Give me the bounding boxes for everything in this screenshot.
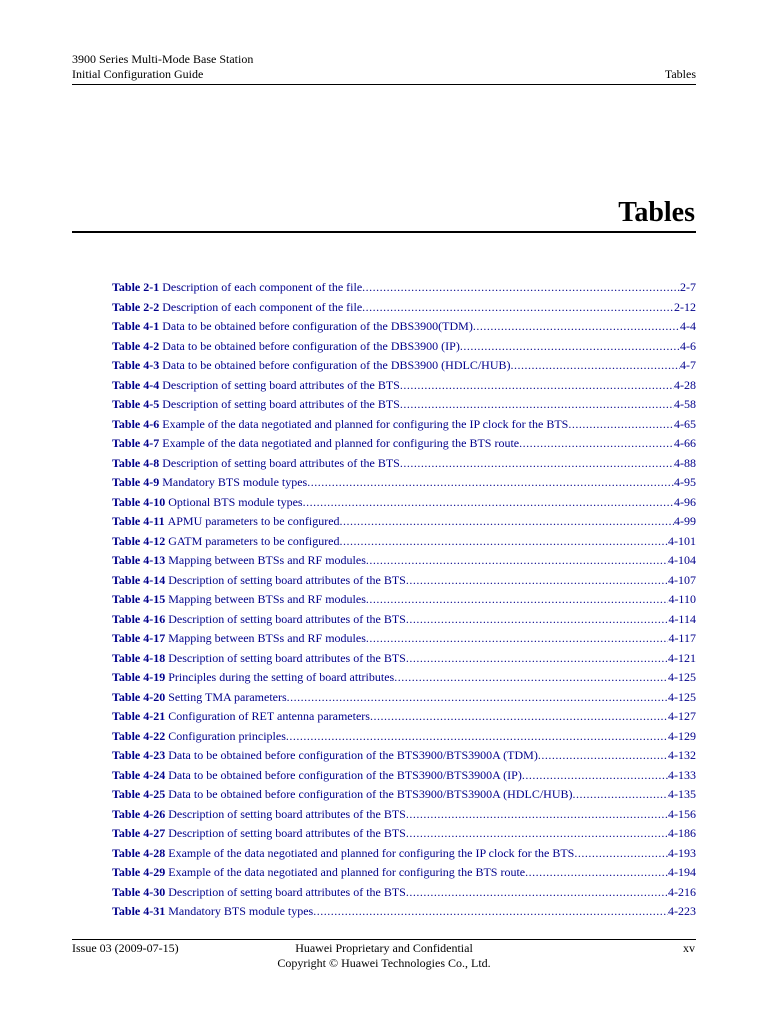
toc-entry-link[interactable] [112,863,696,883]
toc-entry-title: Configuration of RET antenna parameters [168,709,370,723]
toc-entry-label: Table 4-22 [112,728,166,743]
toc-entry-link[interactable] [112,395,696,415]
toc-entry-label: Table 4-29 [112,865,166,879]
toc-dot-leader [573,785,669,805]
toc-entry-label: Table 4-19 [112,670,166,684]
toc-entry-page: 4-186 [668,826,696,840]
toc-entry-title: Configuration principles [168,728,286,743]
toc-dot-leader [568,415,674,435]
toc-dot-leader [400,454,674,474]
toc-entry-page: 4-121 [668,650,696,665]
toc-entry-label: Table 4-15 [112,592,166,606]
toc-dot-leader [519,434,674,454]
toc-entry-link[interactable] [112,493,696,513]
toc-dot-leader [286,727,668,747]
toc-entry-page: 4-28 [674,377,696,392]
toc-entry-title: Description of setting board attributes of the BTS [168,806,406,821]
toc-entry-title: Data to be obtained before configuration of the DBS3900(TDM) [162,319,473,333]
toc-entry-title: Description of each component of the file [162,280,363,294]
toc-entry-link[interactable] [112,571,696,591]
toc-entry-page: 4-104 [668,553,696,567]
toc-entry-page: 4-133 [668,767,696,782]
toc-entry-title: Setting TMA parameters [168,689,287,704]
toc-entry-link[interactable] [112,746,696,766]
toc-entry-label: Table 4-1 [112,319,160,333]
toc-entry-link[interactable] [112,610,696,630]
toc-entry-link[interactable] [112,337,696,357]
toc-dot-leader [406,805,668,825]
toc-dot-leader [400,395,674,415]
page-footer [0,941,768,971]
toc-entry-title: Description of setting board attributes of the BTS [162,377,400,392]
toc-entry-link[interactable] [112,688,696,708]
toc-entry-link[interactable] [112,824,696,844]
toc-entry-label: Table 4-4 [112,377,160,392]
toc-entry-link[interactable] [112,356,696,376]
toc-entry-title: Description of each component of the file [162,299,363,314]
toc-entry-page: 4-110 [668,592,696,606]
page-header [72,52,253,82]
toc-entry-link[interactable] [112,766,696,786]
toc-entry-page: 4-101 [668,533,696,548]
toc-entry-label: Table 4-24 [112,767,166,782]
header-divider [72,84,696,85]
toc-dot-leader [400,376,674,396]
toc-entry-page: 4-4 [680,319,696,333]
toc-dot-leader [406,883,668,903]
toc-dot-leader [366,551,668,571]
toc-entry-title: Data to be obtained before configuration of the BTS3900/BTS3900A (TDM) [168,748,538,762]
toc-entry-page: 4-95 [674,475,696,489]
toc-dot-leader [362,298,674,318]
toc-entry-link[interactable] [112,532,696,552]
toc-dot-leader [525,863,668,883]
table-list [112,278,696,922]
toc-entry-title: Data to be obtained before configuration of the DBS3900 (IP) [162,338,460,353]
toc-entry-label: Table 4-20 [112,689,166,704]
toc-dot-leader [406,824,668,844]
footer-page-number: xv [683,941,695,955]
toc-entry-title: Description of setting board attributes of the BTS [168,572,406,587]
toc-entry-link[interactable] [112,376,696,396]
toc-dot-leader [511,356,681,376]
toc-dot-leader [538,746,668,766]
toc-entry-title: Example of the data negotiated and planned for configuring the BTS route [162,436,520,450]
toc-entry-label: Table 4-11 [112,514,165,528]
toc-entry-page: 4-194 [668,865,696,879]
toc-entry-label: Table 4-6 [112,416,160,431]
toc-entry-title: Example of the data negotiated and planned for configuring the BTS route [168,865,526,879]
toc-dot-leader [340,512,674,532]
toc-dot-leader [460,337,680,357]
toc-entry-page: 2-12 [674,299,696,314]
footer-confidentiality: Huawei Proprietary and Confidential [295,941,473,955]
toc-entry-link[interactable] [112,649,696,669]
toc-entry-label: Table 4-18 [112,650,166,665]
toc-entry-page: 4-156 [668,806,696,821]
toc-dot-leader [574,844,668,864]
toc-dot-leader [473,317,680,337]
toc-entry-title: Description of setting board attributes of the BTS [168,884,406,899]
toc-dot-leader [287,688,668,708]
toc-entry-label: Table 2-2 [112,299,160,314]
toc-entry-page: 4-88 [674,455,696,470]
toc-entry-label: Table 4-13 [112,553,166,567]
toc-entry-title: Mapping between BTSs and RF modules [168,631,366,645]
toc-entry-label: Table 4-8 [112,455,160,470]
toc-entry-page: 4-99 [674,514,696,528]
toc-entry-link[interactable] [112,298,696,318]
toc-entry-link[interactable] [112,883,696,903]
toc-entry-label: Table 4-16 [112,611,166,626]
toc-entry-title: Description of setting board attributes of the BTS [168,611,406,626]
toc-entry-page: 4-107 [668,572,696,587]
toc-entry-page: 2-7 [680,280,696,294]
toc-entry-title: Data to be obtained before configuration of the BTS3900/BTS3900A (IP) [168,767,522,782]
footer-copyright: Copyright © Huawei Technologies Co., Ltd. [277,956,491,970]
toc-entry-label: Table 4-25 [112,787,166,801]
toc-entry-title: Mapping between BTSs and RF modules [168,553,366,567]
toc-entry-link[interactable] [112,415,696,435]
toc-dot-leader [406,649,668,669]
toc-entry-link[interactable] [112,727,696,747]
toc-entry-title: APMU parameters to be configured [167,514,340,528]
toc-entry-title: Principles during the setting of board attributes [168,670,395,684]
header-section-name: Tables [664,67,696,81]
toc-entry-label: Table 4-23 [112,748,166,762]
toc-entry-link[interactable] [112,473,696,493]
toc-entry-label: Table 4-17 [112,631,166,645]
toc-entry-label: Table 4-31 [112,904,166,918]
toc-dot-leader [366,629,669,649]
toc-entry-label: Table 4-7 [112,436,160,450]
toc-entry-page: 4-125 [668,689,696,704]
toc-entry-label: Table 4-14 [112,572,166,587]
toc-entry-page: 4-129 [668,728,696,743]
toc-entry-title: Mapping between BTSs and RF modules [168,592,366,606]
toc-entry-label: Table 4-12 [112,533,166,548]
toc-entry-page: 4-7 [680,358,696,372]
toc-dot-leader [362,278,680,298]
toc-entry-page: 4-132 [668,748,696,762]
toc-dot-leader [303,493,674,513]
toc-entry-page: 4-66 [674,436,696,450]
toc-dot-leader [522,766,668,786]
toc-entry-page: 4-117 [668,631,696,645]
toc-dot-leader [406,610,669,630]
toc-entry-label: Table 4-5 [112,397,160,411]
toc-entry-label: Table 4-21 [112,709,166,723]
toc-entry-link[interactable] [112,844,696,864]
title-divider [72,231,696,233]
toc-entry-label: Table 4-3 [112,358,160,372]
toc-entry-page: 4-6 [680,338,696,353]
header-document-name: Initial Configuration Guide [72,67,204,81]
toc-entry-label: Table 4-2 [112,338,160,353]
toc-entry-page: 4-96 [674,494,696,509]
toc-entry-label: Table 4-26 [112,806,166,821]
toc-entry-title: Data to be obtained before configuration of the DBS3900 (HDLC/HUB) [162,358,511,372]
toc-entry-page: 4-193 [668,845,696,860]
header-product-name: 3900 Series Multi-Mode Base Station [72,52,254,66]
toc-entry-page: 4-216 [668,884,696,899]
toc-dot-leader [340,532,668,552]
toc-entry-label: Table 4-27 [112,826,166,840]
toc-dot-leader [406,571,668,591]
toc-entry-link[interactable] [112,629,696,649]
toc-entry-link[interactable] [112,278,696,298]
toc-entry-title: Example of the data negotiated and planned for configuring the IP clock for the BTS [168,845,575,860]
toc-entry-page: 4-125 [668,670,696,684]
toc-entry-title: Mandatory BTS module types [168,904,314,918]
toc-entry-page: 4-114 [668,611,696,626]
toc-entry-page: 4-127 [668,709,696,723]
toc-entry-link[interactable] [112,707,696,727]
toc-entry-title: Description of setting board attributes of the BTS [168,650,406,665]
toc-entry-link[interactable] [112,902,696,922]
toc-entry-link[interactable] [112,551,696,571]
toc-entry-link[interactable] [112,454,696,474]
toc-entry-page: 4-58 [674,397,696,411]
toc-entry-title: Example of the data negotiated and planned for configuring the IP clock for the BTS [162,416,569,431]
toc-entry-link[interactable] [112,668,696,688]
toc-entry-title: Data to be obtained before configuration of the BTS3900/BTS3900A (HDLC/HUB) [168,787,573,801]
toc-entry-link[interactable] [112,434,696,454]
toc-entry-title: Optional BTS module types [168,494,303,509]
toc-entry-title: Description of setting board attributes of the BTS [162,397,400,411]
toc-entry-label: Table 4-30 [112,884,166,899]
toc-dot-leader [307,473,674,493]
footer-divider [72,939,696,940]
toc-dot-leader [394,668,668,688]
toc-entry-title: Description of setting board attributes of the BTS [162,455,400,470]
toc-entry-link[interactable] [112,512,696,532]
toc-entry-page: 4-223 [668,904,696,918]
toc-entry-page: 4-65 [674,416,696,431]
footer-issue: Issue 03 (2009-07-15) [72,941,179,955]
toc-entry-link[interactable] [112,805,696,825]
toc-entry-title: Mandatory BTS module types [162,475,308,489]
toc-entry-link[interactable] [112,590,696,610]
toc-dot-leader [366,590,669,610]
toc-entry-link[interactable] [112,317,696,337]
toc-entry-label: Table 4-10 [112,494,166,509]
toc-entry-title: Description of setting board attributes of the BTS [168,826,406,840]
toc-dot-leader [370,707,668,727]
toc-entry-page: 4-135 [668,787,696,801]
toc-entry-link[interactable] [112,785,696,805]
toc-entry-label: Table 4-9 [112,475,160,489]
page-title: Tables [618,197,695,228]
toc-entry-label: Table 2-1 [112,280,160,294]
toc-entry-title: GATM parameters to be configured [168,533,340,548]
toc-entry-label: Table 4-28 [112,845,166,860]
toc-dot-leader [313,902,668,922]
